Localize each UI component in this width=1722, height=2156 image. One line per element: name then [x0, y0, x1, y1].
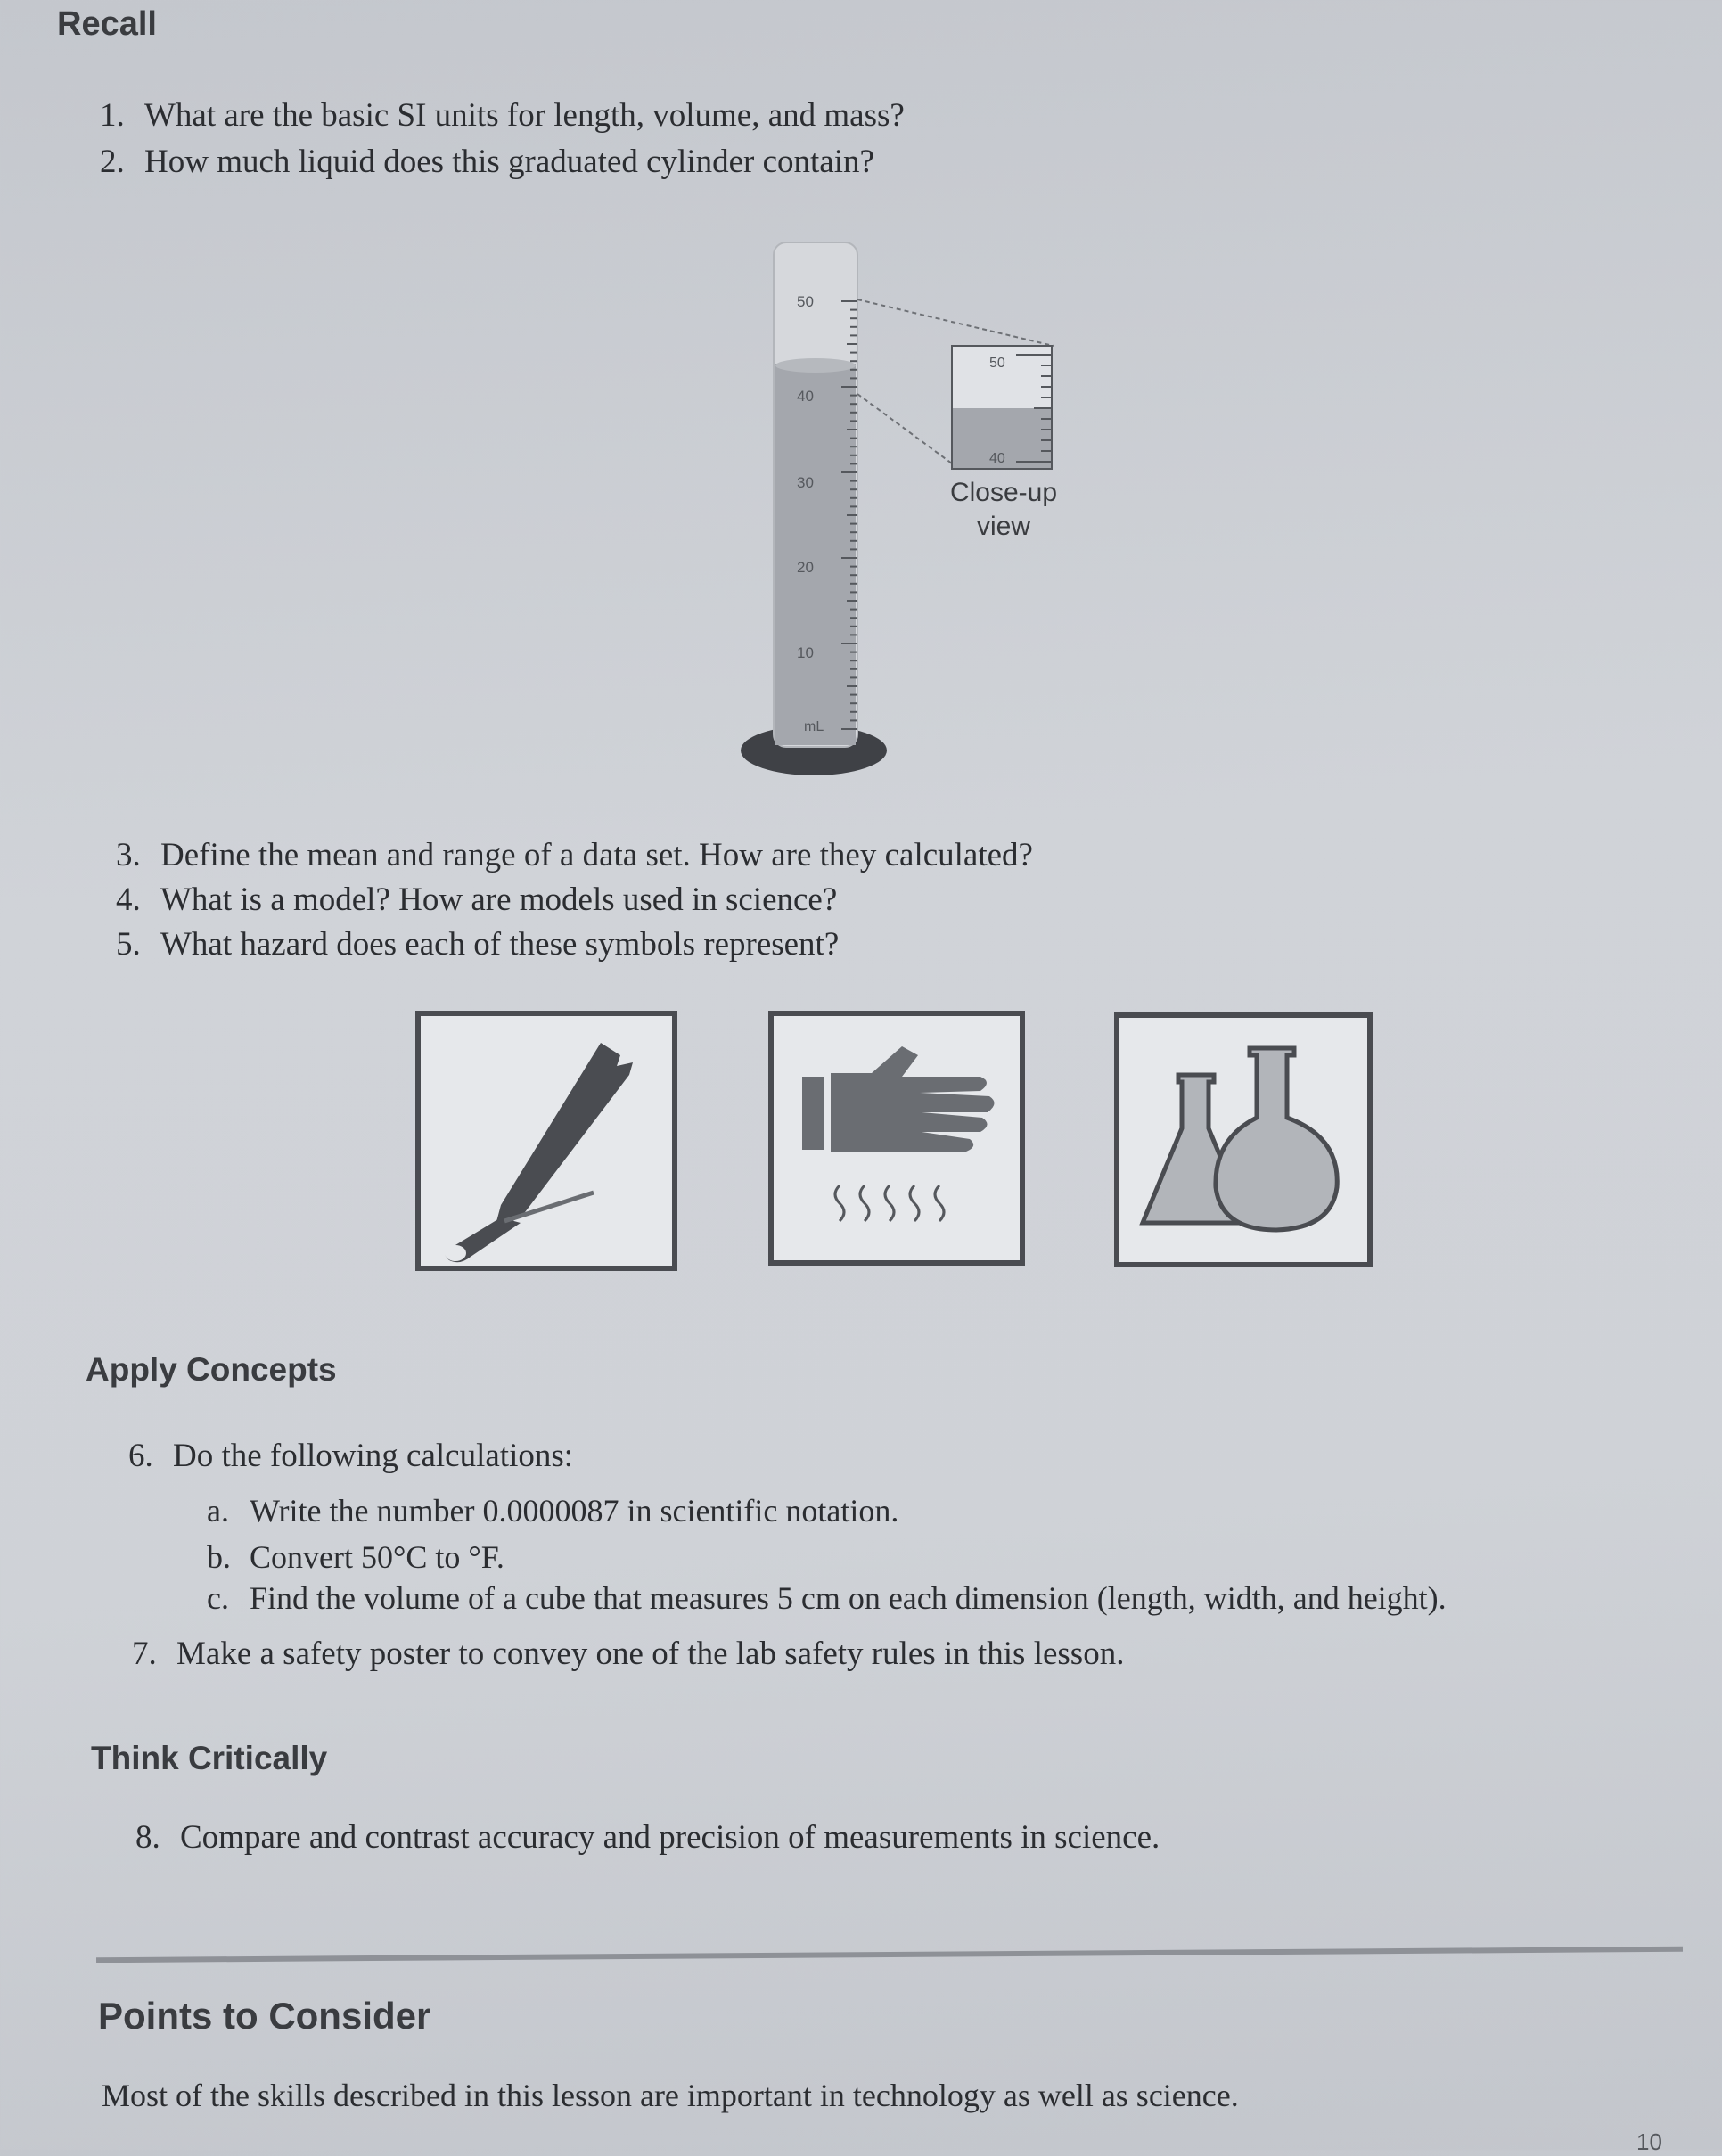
question-6c: [207, 1579, 1447, 1617]
question-2: [100, 143, 874, 182]
points-body-text: Most of the skills described in this lesson are important in technology as well as science.: [102, 2078, 1239, 2113]
question-6a: [207, 1492, 898, 1529]
cylinder-liquid: [775, 364, 856, 745]
question-number: 2.: [100, 143, 125, 180]
question-number: 6.: [128, 1438, 153, 1474]
closeup-caption: view: [976, 512, 1031, 541]
scale-label-10: 10: [797, 644, 814, 661]
question-text: How much liquid does this graduated cylinder contain?: [144, 143, 874, 180]
question-6: [128, 1437, 573, 1476]
subquestion-letter: b.: [207, 1539, 231, 1575]
closeup-caption: Close-up: [949, 478, 1058, 507]
question-4: [116, 881, 837, 920]
apply-concepts-heading: Apply Concepts: [86, 1351, 337, 1388]
question-number: 7.: [132, 1635, 157, 1672]
question-number: 3.: [116, 837, 141, 873]
closeup-label-50: 50: [989, 356, 1005, 371]
question-text: Define the mean and range of a data set. How are they calculated?: [160, 837, 1033, 873]
question-8: [135, 1818, 1160, 1857]
question-7: [132, 1635, 1124, 1674]
graduated-cylinder-figure: [731, 232, 1105, 784]
subquestion-letter: a.: [207, 1493, 229, 1529]
section-divider: [96, 1947, 1683, 1963]
question-text: Compare and contrast accuracy and precision of measurements in science.: [180, 1819, 1160, 1856]
glassware-flasks-icon: [1114, 1012, 1373, 1267]
recall-heading: Recall: [57, 5, 157, 43]
question-number: 1.: [100, 97, 125, 134]
closeup-label-40: 40: [989, 451, 1005, 466]
scale-label-40: 40: [797, 388, 814, 405]
scale-label-20: 20: [797, 559, 814, 576]
page-number: 10: [1636, 2128, 1662, 2155]
subquestion-letter: c.: [207, 1580, 229, 1616]
question-3: [116, 836, 1033, 875]
question-text: What is a model? How are models used in science?: [160, 881, 838, 918]
question-5: [116, 925, 839, 964]
question-text: Make a safety poster to convey one of the lab safety rules in this lesson.: [176, 1635, 1125, 1672]
think-critically-heading: Think Critically: [91, 1740, 328, 1776]
subquestion-text: Find the volume of a cube that measures 5 cm on each dimension (length, width, and height).: [250, 1580, 1447, 1616]
closeup-guide-line: [857, 394, 952, 463]
question-1: [100, 96, 905, 135]
scale-unit-ml: mL: [804, 719, 824, 734]
sharp-object-scalpel-icon: [415, 1011, 677, 1271]
heat-hand-icon: [768, 1011, 1025, 1266]
scale-label-50: 50: [797, 293, 814, 310]
question-number: 5.: [116, 926, 141, 963]
subquestion-text: Convert 50°C to °F.: [250, 1539, 504, 1575]
points-to-consider-heading: Points to Consider: [98, 1995, 431, 2037]
question-6b: [207, 1538, 504, 1576]
closeup-guide-line: [857, 299, 1054, 346]
question-text: What are the basic SI units for length, volume, and mass?: [144, 97, 905, 134]
question-number: 4.: [116, 881, 141, 918]
question-number: 8.: [135, 1819, 160, 1856]
scale-label-30: 30: [797, 474, 814, 491]
liquid-meniscus: [775, 358, 856, 373]
subquestion-text: Write the number 0.0000087 in scientific notation.: [250, 1493, 899, 1529]
question-text: What hazard does each of these symbols represent?: [160, 926, 840, 963]
question-text: Do the following calculations:: [173, 1438, 574, 1474]
